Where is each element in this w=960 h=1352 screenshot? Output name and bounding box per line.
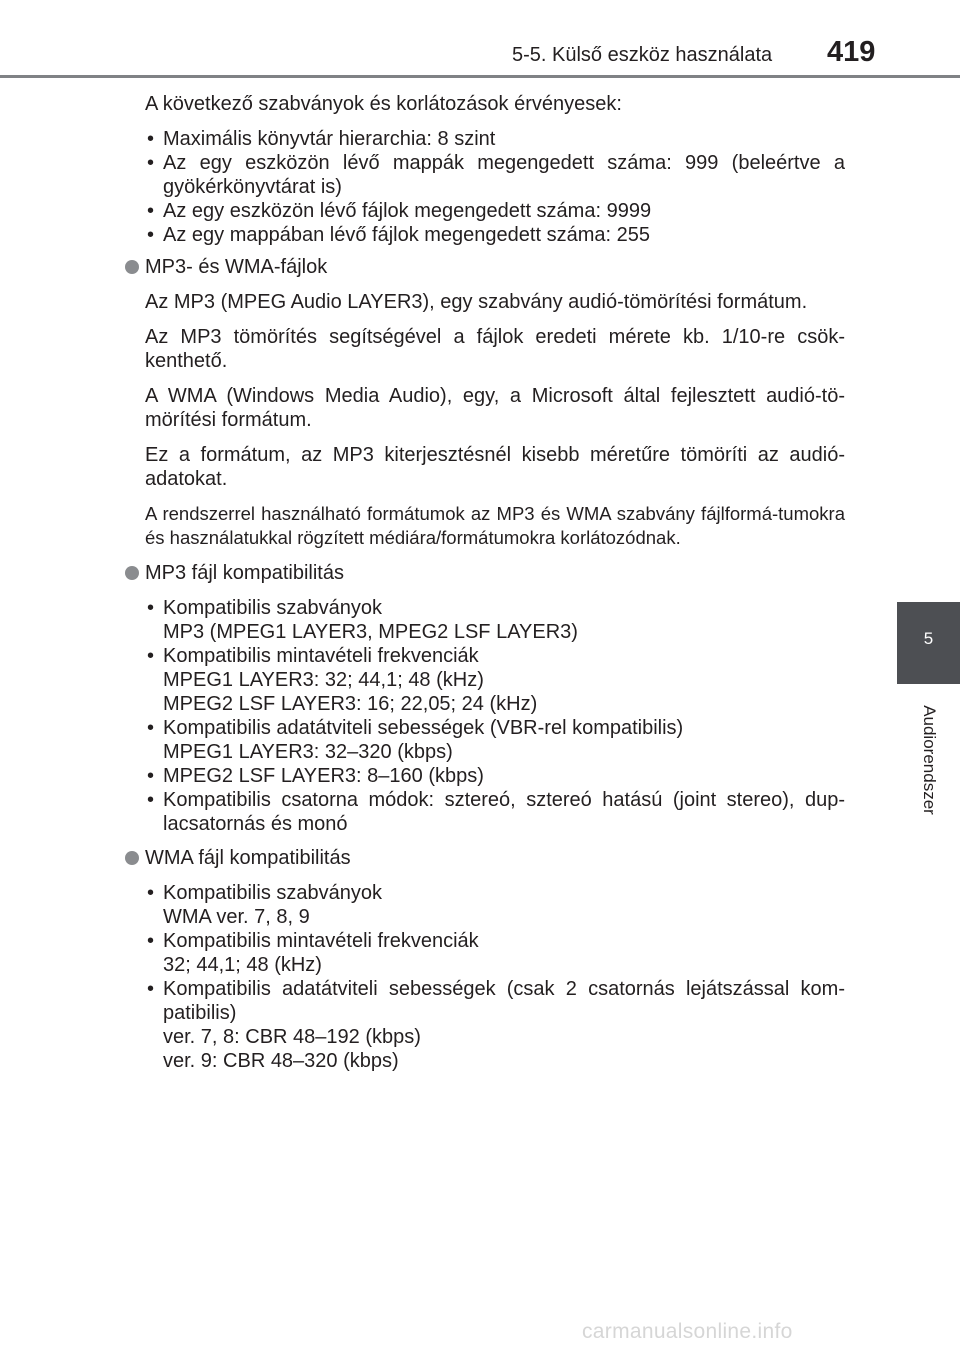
chapter-number: 5: [923, 629, 934, 648]
section-heading: MP3- és WMA-fájlok: [145, 256, 328, 278]
bullet-icon: •: [147, 224, 155, 246]
list-item: • Kompatibilis szabványok MP3 (MPEG1 LAYER3, MPEG2 LSF LAYER3): [147, 597, 578, 643]
wma-compat-list: [145, 881, 845, 1073]
section-bullet-icon: [125, 851, 139, 865]
bullet-icon: •: [147, 645, 155, 667]
chapter-tab: [897, 602, 960, 684]
bullet-icon: •: [147, 882, 155, 904]
bullet-icon: •: [147, 152, 155, 174]
list-item: • Kompatibilis mintavételi frekvenciák 32; 44,1; 48 (kHz): [147, 930, 479, 976]
list-item: • MPEG2 LSF LAYER3: 8–160 (kbps): [147, 765, 484, 787]
list-item: • Kompatibilis adatátviteli sebességek (csak 2 csatornás lejátszással kom-patibilis) ver. 7, 8: CBR 48–192 (kbps) ver. 9: CBR 48–320 (kbps): [147, 978, 845, 1072]
section-wma-compat: [110, 846, 845, 1073]
bullet-icon: •: [147, 128, 155, 150]
mp3-compat-list: [145, 596, 845, 836]
list-item: • Kompatibilis mintavételi frekvenciák MPEG1 LAYER3: 32; 44,1; 48 (kHz) MPEG2 LSF LAYER3: 16; 22,05; 24 (kHz): [147, 645, 538, 715]
intro-text: A következő szabványok és korlátozások érvényesek:: [145, 93, 622, 115]
list-item: • Az egy eszközön lévő fájlok megengedett száma: 9999: [147, 200, 652, 222]
limits-list: [145, 127, 845, 247]
bullet-icon: •: [147, 789, 155, 811]
paragraph: Ez a formátum, az MP3 kiterjesztésnél kisebb méretűre tömöríti az audió-adatokat.: [145, 444, 845, 490]
header-rule: [0, 75, 960, 78]
list-item: • Maximális könyvtár hierarchia: 8 szint: [147, 128, 496, 150]
running-header: 5-5. Külső eszköz használata: [512, 44, 773, 66]
chapter-label: Audiorendszer: [920, 705, 939, 815]
bullet-icon: •: [147, 597, 155, 619]
bullet-icon: •: [147, 200, 155, 222]
watermark-text: carmanualsonline.info: [582, 1320, 793, 1343]
section-bullet-icon: [125, 566, 139, 580]
section-bullet-icon: [125, 260, 139, 274]
list-item: • Az egy mappában lévő fájlok megengedett száma: 255: [147, 224, 650, 246]
list-item: • Kompatibilis szabványok WMA ver. 7, 8, 9: [147, 882, 382, 928]
list-item: • Az egy eszközön lévő mappák megengedett száma: 999 (beleértve a gyökérkönyvtárat is): [147, 152, 845, 198]
paragraph: A WMA (Windows Media Audio), egy, a Microsoft által fejlesztett audió-tö-mörítési formátum.: [145, 385, 845, 431]
page-number: 419: [827, 36, 876, 68]
bullet-icon: •: [147, 930, 155, 952]
paragraph: A rendszerrel használható formátumok az MP3 és WMA szabvány fájlformá-tumokra és használatukkal rögzített médiára/formátumokra korlátozódnak.: [145, 503, 845, 548]
section-mp3-compat: [110, 561, 845, 836]
section-mp3-wma: [110, 255, 845, 550]
bullet-icon: •: [147, 765, 155, 787]
bullet-icon: •: [147, 717, 155, 739]
paragraph: Az MP3 tömörítés segítségével a fájlok eredeti mérete kb. 1/10-re csök-kenthető.: [145, 326, 845, 372]
page-content: [110, 92, 845, 1083]
paragraph: Az MP3 (MPEG Audio LAYER3), egy szabvány audió-tömörítési formátum.: [145, 291, 808, 313]
section-heading: MP3 fájl kompatibilitás: [145, 562, 344, 584]
list-item: • Kompatibilis adatátviteli sebességek (VBR-rel kompatibilis) MPEG1 LAYER3: 32–320 (kbps): [147, 717, 684, 763]
list-item: • Kompatibilis csatorna módok: sztereó, sztereó hatású (joint stereo), dup-lacsatornás és monó: [147, 789, 845, 835]
section-heading: WMA fájl kompatibilitás: [145, 847, 351, 869]
intro-block: [110, 92, 845, 247]
bullet-icon: •: [147, 978, 155, 1000]
